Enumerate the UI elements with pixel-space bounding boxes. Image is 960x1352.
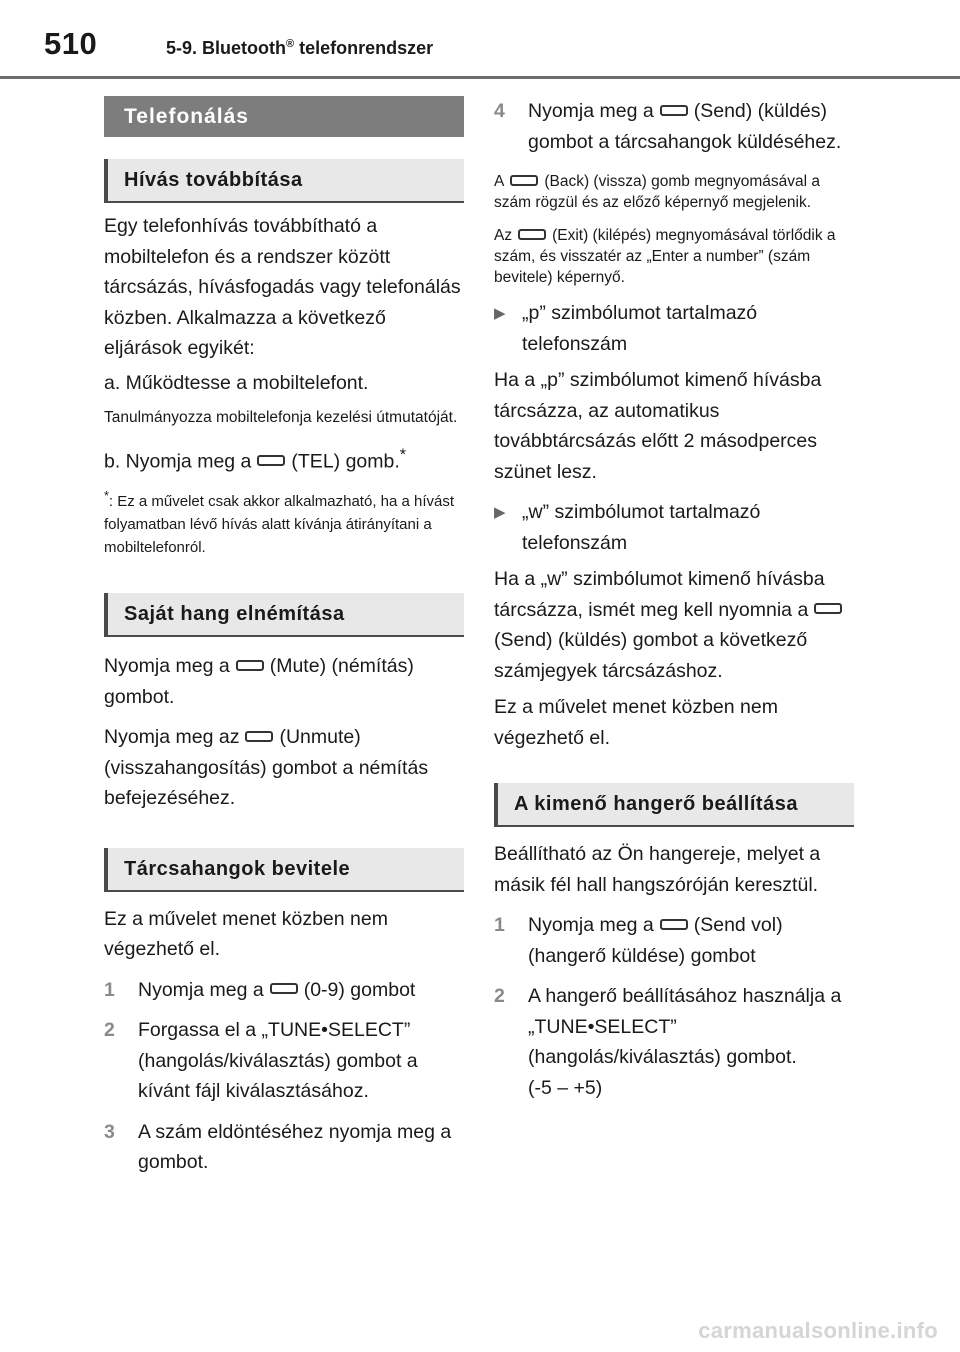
call-transfer-intro: Egy telefonhívás továbbítható a mobiltelefon és a rendszer között tárcsázás, hívásfogadás vagy telefonálás közben. Alkalmazza a következő eljárások egyikét: — [104, 215, 461, 359]
exit-note: Az (Exit) (kilépés) megnyomásával törlődik a szám, és visszatér az „Enter a number” (szám bevitele) képernyő. — [494, 227, 836, 286]
mute-instruction: Nyomja meg a (Mute) (némítás) gombot. — [104, 655, 414, 708]
volume-step-1: 1 Nyomja meg a (Send vol) (hangerő küldése) gombot — [494, 914, 783, 967]
dial-step-3: 3 A szám eldöntéséhez nyomja meg a gombot. — [104, 1120, 452, 1173]
right-column — [494, 96, 854, 1103]
volume-step-2: 2 A hangerő beállításához használja a „TUNE•SELECT” (hangolás/kiválasztás) gombot. (-5 – +5) — [494, 985, 842, 1099]
dial-step-2: 2 Forgassa el a „TUNE•SELECT” (hangolás/kiválasztás) gombot a kívánt fájl kiválasztásához. — [104, 1019, 418, 1102]
option-a: a. Működtesse a mobiltelefont. — [104, 371, 369, 394]
chapter-title: 5-9. Bluetooth® telefonrendszer — [166, 38, 434, 58]
send-button-icon — [814, 603, 842, 614]
header-rule — [0, 76, 960, 79]
p-symbol-text: Ha a „p” szimbólumot kimenő hívásba tárcsázza, az automatikus továbbtárcsázás előtt 2 másodperces szünet lesz. — [494, 369, 822, 483]
option-a-note: Tanulmányozza mobiltelefonja kezelési útmutatóját. — [104, 409, 458, 426]
bullet-p-symbol: ▶ „p” szimbólumot tartalmazó telefonszám — [494, 298, 854, 359]
banner-telefonalas: Telefonálás — [104, 96, 464, 137]
section-heading-mute: Saját hang elnémítása — [104, 593, 464, 637]
footnote: *: Ez a művelet csak akkor alkalmazható, ha a hívást folyamatban lévő hívás alatt kívánja átirányítani a mobiltelefonról. — [104, 489, 455, 556]
dial-step-1: 1 Nyomja meg a (0-9) gombot — [104, 978, 416, 1001]
watermark: carmanualsonline.info — [698, 1318, 938, 1343]
send-button-icon — [660, 105, 688, 116]
section-heading-call-transfer: Hívás továbbítása — [104, 159, 464, 203]
left-column — [104, 96, 464, 1178]
unmute-instruction: Nyomja meg az (Unmute) (visszahangosítás) gombot a némítás befejezéséhez. — [104, 726, 429, 809]
page-number: 510 — [44, 26, 98, 61]
triangle-bullet-icon: ▶ — [494, 504, 506, 521]
option-b: b. Nyomja meg a (TEL) gomb.* — [104, 446, 407, 473]
exit-button-icon — [518, 229, 546, 240]
page-header — [0, 0, 960, 80]
send-vol-button-icon — [660, 919, 688, 930]
back-button-icon — [510, 175, 538, 186]
section-heading-dial-tones: Tárcsahangok bevitele — [104, 848, 464, 892]
mute-button-icon — [236, 660, 264, 671]
outgoing-volume-intro: Beállítható az Ön hangereje, melyet a másik fél hall hangszóróján keresztül. — [494, 843, 821, 896]
back-note: A (Back) (vissza) gomb megnyomásával a szám rögzül és az előző képernyő megjelenik. — [494, 173, 820, 211]
unmute-button-icon — [245, 731, 273, 742]
digits-button-icon — [270, 983, 298, 994]
w-symbol-text: Ha a „w” szimbólumot kimenő hívásba tárcsázza, ismét meg kell nyomnia a(Send) (küldés) gombot a következő számjegyek tárcsázáshoz. — [494, 564, 854, 686]
section-heading-outgoing-volume: A kimenő hangerő beállítása — [494, 783, 854, 827]
w-symbol-note: Ez a művelet menet közben nem végezhető el. — [494, 696, 778, 749]
dial-step-4: 4 Nyomja meg a (Send) (küldés) gombot a tárcsahangok küldéséhez. — [494, 100, 842, 153]
tel-button-icon — [257, 455, 285, 466]
dial-tones-note: Ez a művelet menet közben nem végezhető el. — [104, 907, 388, 960]
bullet-w-symbol: ▶ „w” szimbólumot tartalmazó telefonszám — [494, 497, 854, 558]
triangle-bullet-icon: ▶ — [494, 305, 506, 322]
